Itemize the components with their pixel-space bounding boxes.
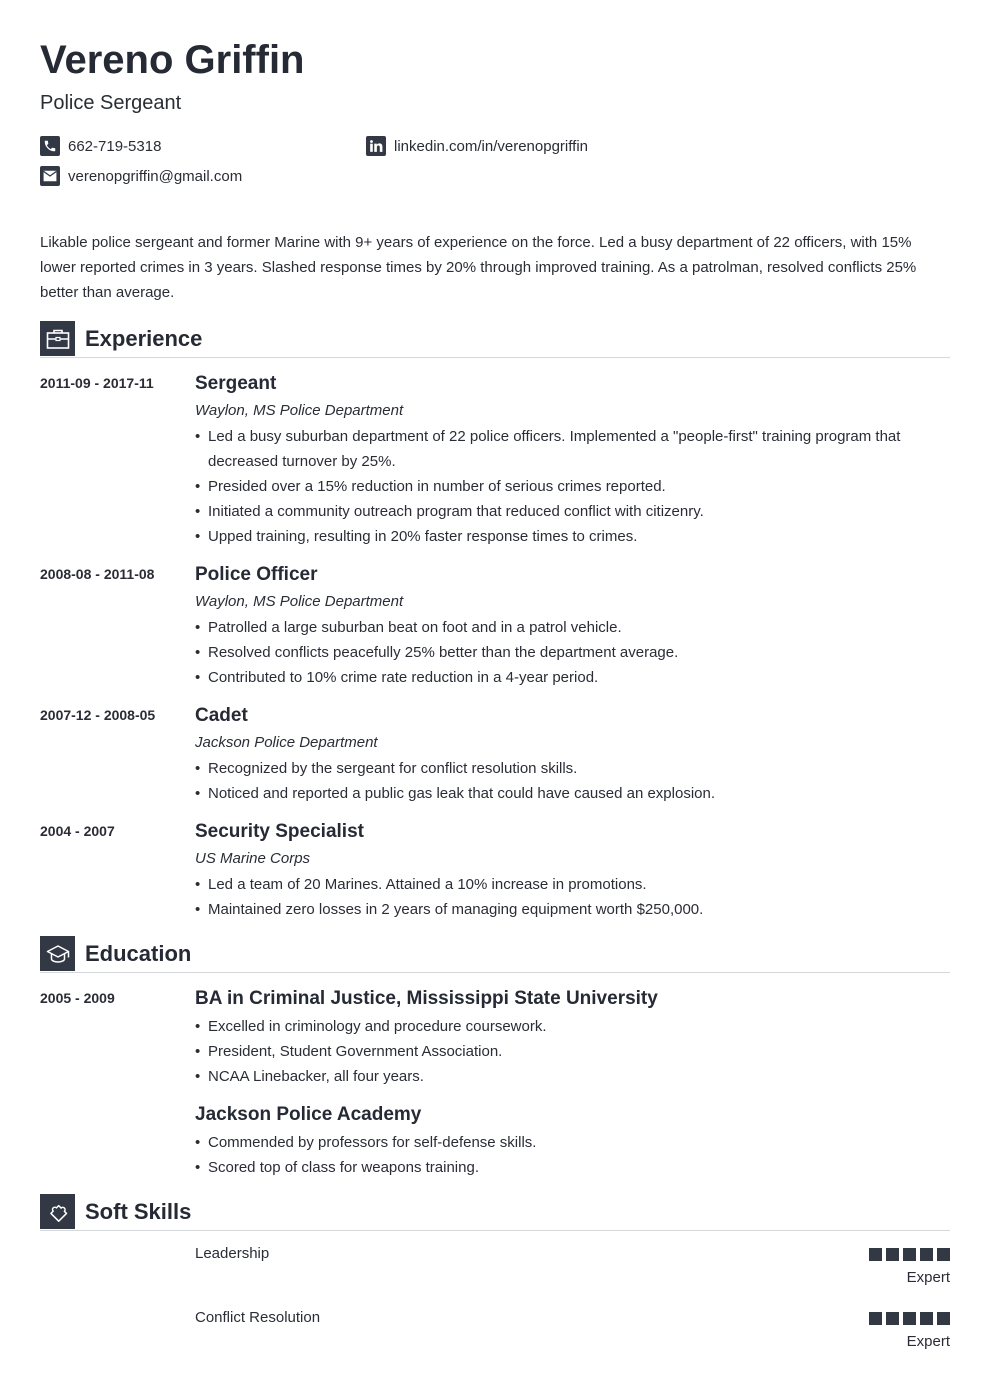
entry-dates: 2005 - 2009 — [40, 990, 115, 1006]
entry-organization: Waylon, MS Police Department — [195, 402, 404, 419]
experience-heading: Experience — [85, 326, 203, 351]
rating-square — [937, 1248, 950, 1261]
skill-row — [40, 1231, 950, 1295]
skills-heading: Soft Skills — [85, 1199, 192, 1224]
education-heading: Education — [85, 941, 192, 966]
skill-name: Conflict Resolution — [195, 1309, 321, 1326]
education-entry — [40, 987, 950, 1089]
bullet-item: • Maintained zero losses in 2 years of managing equipment worth $250,000. — [195, 897, 950, 922]
skill-level: Expert — [906, 1269, 950, 1286]
entry-dates: 2004 - 2007 — [40, 823, 115, 839]
skill-rating — [869, 1248, 950, 1261]
email-text[interactable]: verenopgriffin@gmail.com — [68, 167, 243, 185]
contact-phone — [40, 136, 161, 156]
bullet-item: • Patrolled a large suburban beat on foot and in a patrol vehicle. — [195, 615, 950, 640]
bullet-item: • Resolved conflicts peacefully 25% better than the department average. — [195, 640, 950, 665]
experience-entry — [40, 704, 950, 806]
entry-bullets — [195, 1130, 950, 1180]
candidate-role: Police Sergeant — [40, 92, 182, 114]
entry-organization: US Marine Corps — [195, 850, 311, 867]
bullet-item: • NCAA Linebacker, all four years. — [195, 1064, 950, 1089]
entry-dates: 2011-09 - 2017-11 — [40, 375, 154, 391]
rating-square — [903, 1312, 916, 1325]
rating-square — [869, 1312, 882, 1325]
summary-paragraph: Likable police sergeant and former Marine with 9+ years of experience on the force. Led a busy department of 22 officers, with 15% lower reported crimes in 3 years. Slashed response times by 20% through improved training. As a patrolman, resolved conflicts 25% better than average. — [40, 234, 917, 301]
entry-dates: 2007-12 - 2008-05 — [40, 707, 156, 723]
entry-title: Police Officer — [195, 564, 318, 585]
bullet-item: • Initiated a community outreach program that reduced conflict with citizenry. — [195, 499, 950, 524]
bullet-item: • Scored top of class for weapons training. — [195, 1155, 950, 1180]
skills-list — [40, 1231, 950, 1359]
briefcase-icon — [40, 321, 75, 356]
experience-entry — [40, 820, 950, 922]
rating-square — [920, 1248, 933, 1261]
bullet-item: • Led a busy suburban department of 22 police officers. Implemented a "people-first" training program that decreased turnover by 25%. — [195, 424, 950, 474]
bullet-item: • Upped training, resulting in 20% faster response times to crimes. — [195, 524, 950, 549]
entry-title: Cadet — [195, 705, 248, 726]
rating-square — [869, 1248, 882, 1261]
rating-square — [886, 1312, 899, 1325]
resume-page — [40, 36, 950, 1359]
skill-rating — [869, 1312, 950, 1325]
rating-square — [886, 1248, 899, 1261]
entry-bullets — [195, 615, 950, 690]
skill-level: Expert — [906, 1333, 950, 1350]
phone-icon — [40, 136, 60, 156]
bullet-item: • Contributed to 10% crime rate reduction in a 4-year period. — [195, 665, 950, 690]
puzzle-icon — [40, 1194, 75, 1229]
experience-section-header — [40, 321, 950, 358]
entry-title: Jackson Police Academy — [195, 1104, 422, 1125]
bullet-item: • Excelled in criminology and procedure coursework. — [195, 1014, 950, 1039]
linkedin-icon — [366, 136, 386, 156]
skill-name: Leadership — [195, 1245, 270, 1262]
entry-bullets — [195, 756, 950, 806]
rating-square — [920, 1312, 933, 1325]
contact-block — [40, 136, 950, 196]
contact-linkedin[interactable] — [366, 136, 588, 156]
mail-icon — [40, 166, 60, 186]
experience-entry — [40, 372, 950, 549]
entry-bullets — [195, 424, 950, 549]
bullet-item: • Noticed and reported a public gas leak that could have caused an explosion. — [195, 781, 950, 806]
linkedin-text[interactable]: linkedin.com/in/verenopgriffin — [394, 137, 588, 155]
graduation-cap-icon — [40, 936, 75, 971]
bullet-item: • Led a team of 20 Marines. Attained a 10% increase in promotions. — [195, 872, 950, 897]
rating-square — [937, 1312, 950, 1325]
candidate-name: Vereno Griffin — [40, 38, 305, 82]
entry-title: Security Specialist — [195, 821, 364, 842]
experience-entry — [40, 563, 950, 690]
skills-section-header — [40, 1194, 950, 1231]
education-section-header — [40, 936, 950, 973]
entry-dates: 2008-08 - 2011-08 — [40, 566, 155, 582]
bullet-item: • Presided over a 15% reduction in number of serious crimes reported. — [195, 474, 950, 499]
entry-organization: Jackson Police Department — [195, 734, 378, 751]
entry-title: BA in Criminal Justice, Mississippi State University — [195, 988, 658, 1009]
entry-title: Sergeant — [195, 373, 277, 394]
bullet-item: • Recognized by the sergeant for conflict resolution skills. — [195, 756, 950, 781]
bullet-item: • Commended by professors for self-defense skills. — [195, 1130, 950, 1155]
entry-bullets — [195, 1014, 950, 1089]
skill-row — [40, 1295, 950, 1359]
rating-square — [903, 1248, 916, 1261]
bullet-item: • President, Student Government Association. — [195, 1039, 950, 1064]
contact-email[interactable] — [40, 166, 242, 186]
education-entry — [40, 1103, 950, 1180]
entry-bullets — [195, 872, 950, 922]
entry-organization: Waylon, MS Police Department — [195, 593, 404, 610]
phone-text: 662-719-5318 — [68, 137, 162, 155]
